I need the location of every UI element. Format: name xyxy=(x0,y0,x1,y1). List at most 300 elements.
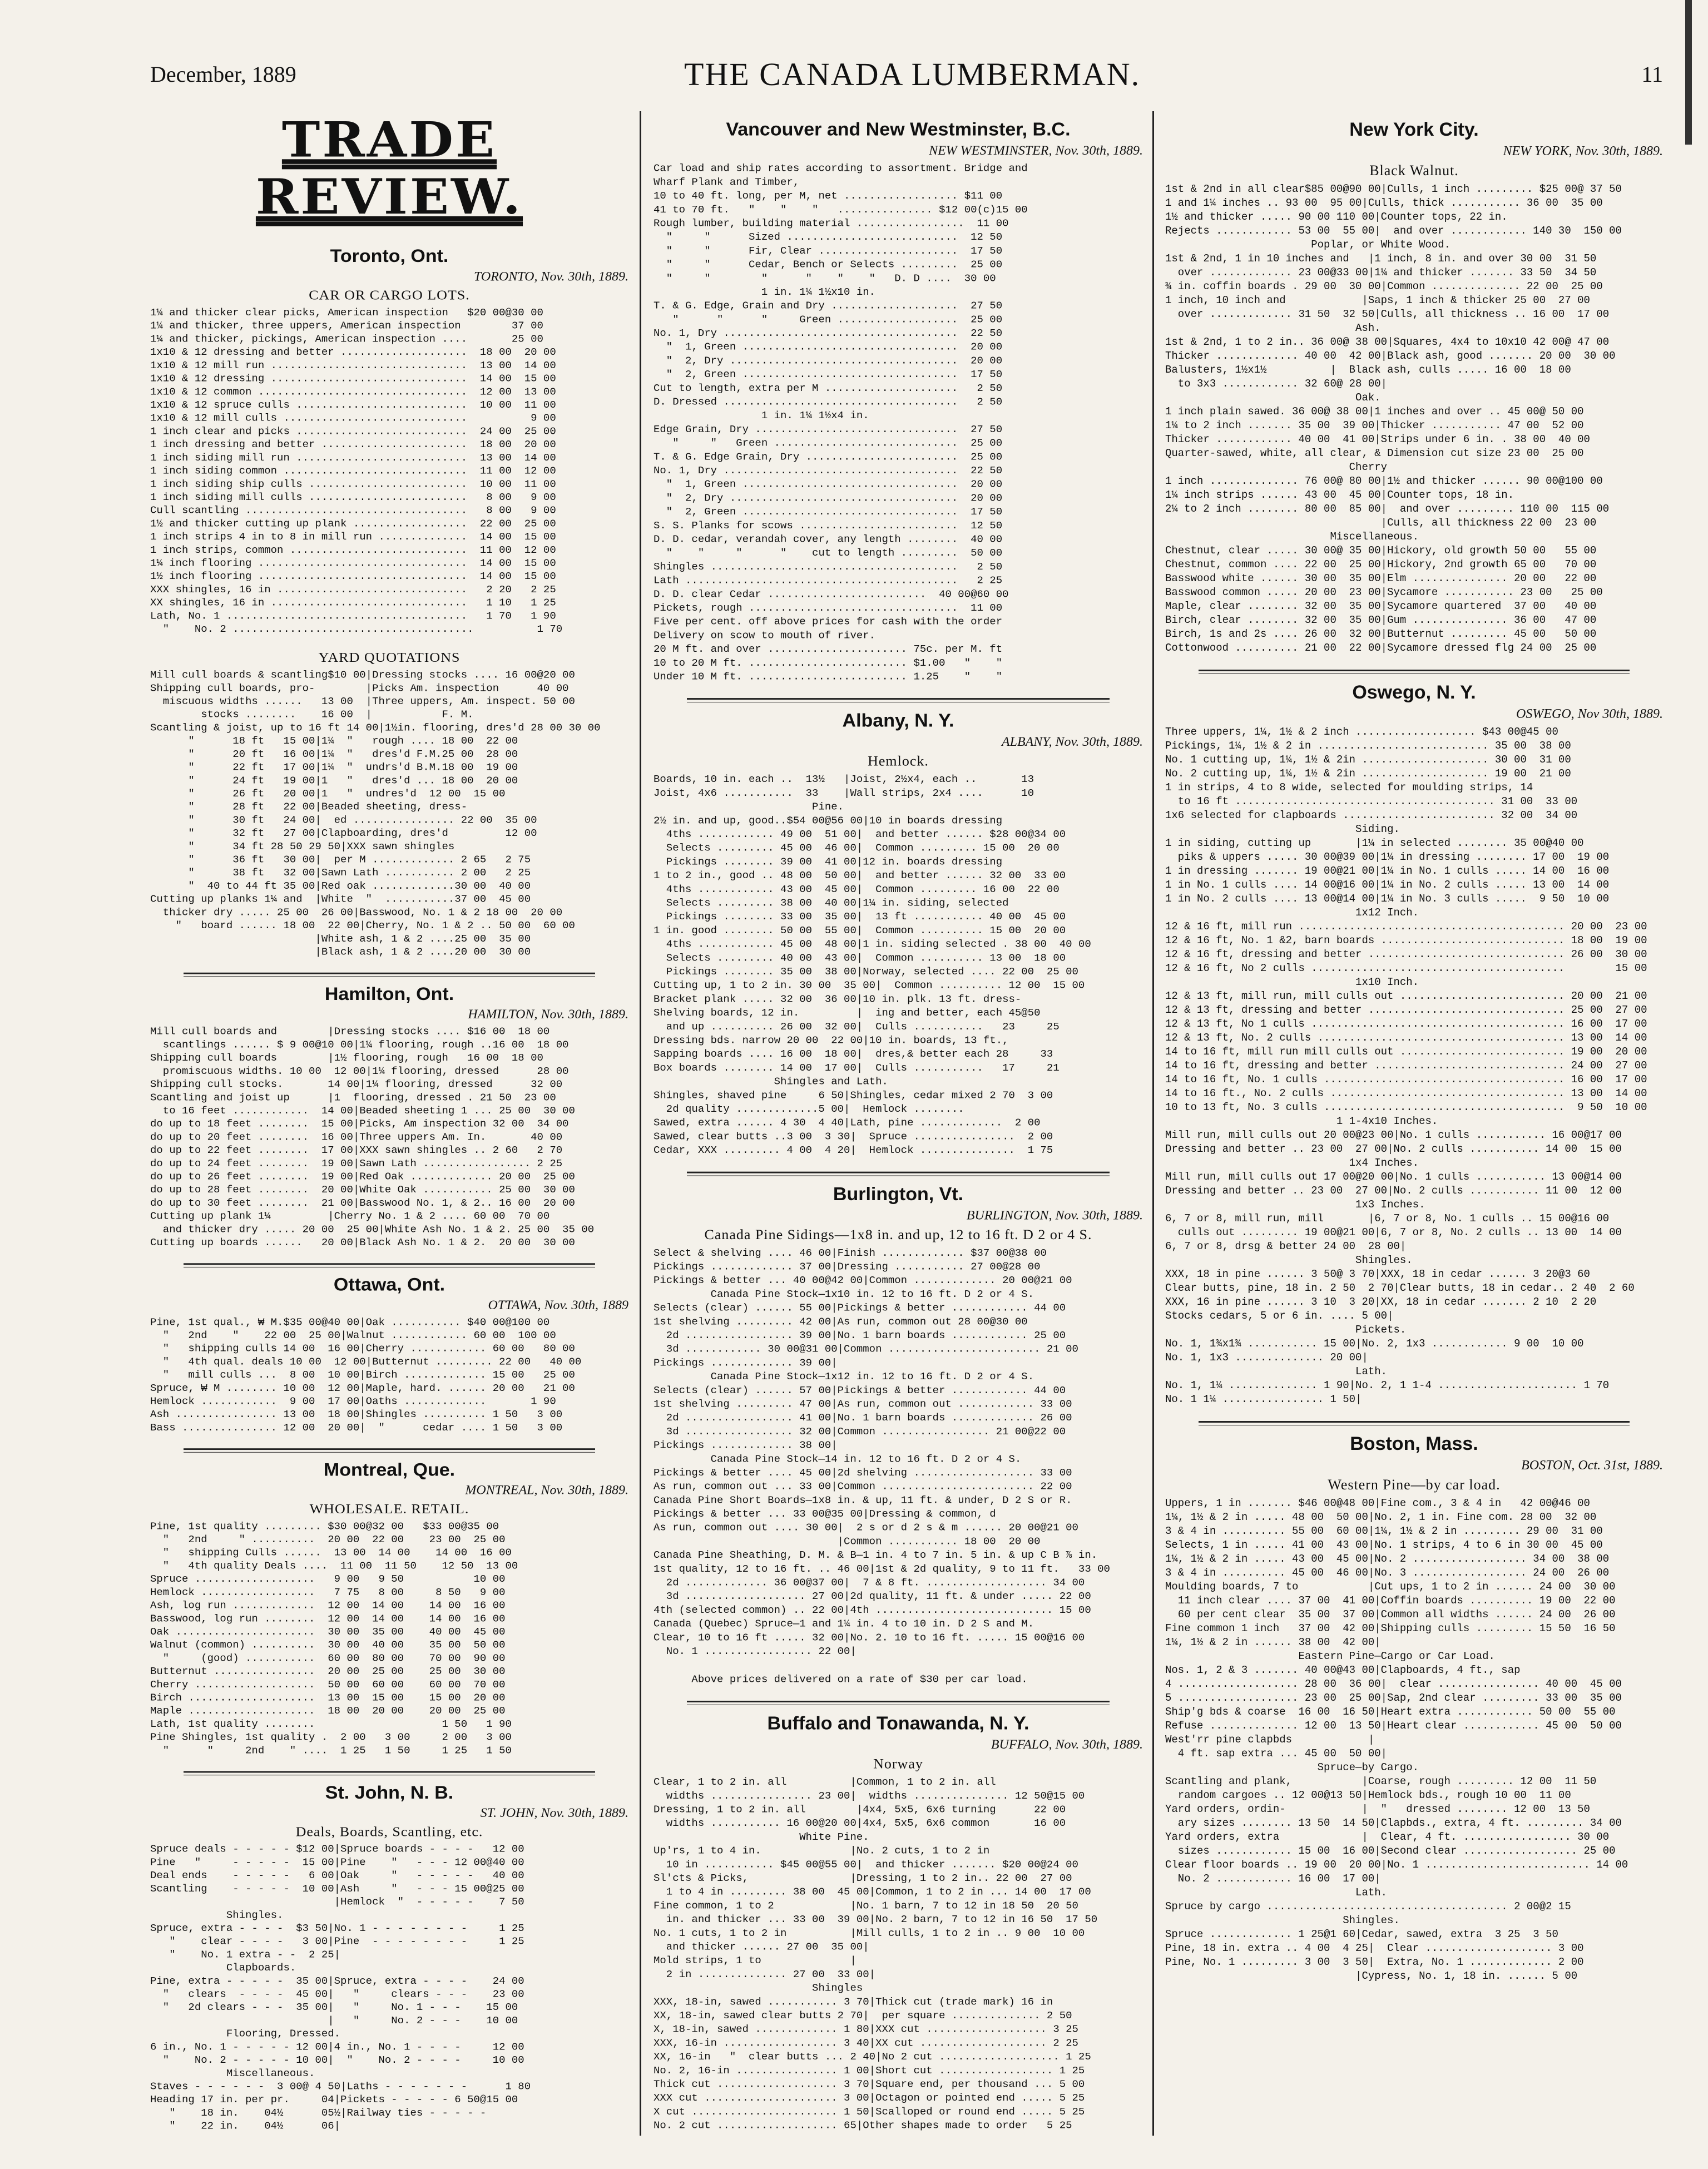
price-line: 1 to 4 in ......... 38 00 45 00|Common, 1 to 2 in ... 14 00 17 00 xyxy=(654,1885,1091,1898)
price-line: " " " " cut to length ......... 50 00 xyxy=(654,547,1003,559)
section-title: Vancouver and New Westminster, B.C. xyxy=(726,118,1071,140)
page-number: 11 xyxy=(1641,62,1663,87)
price-line: Mill cull boards & scantling$10 00|Dressing stocks .... 16 00@20 00 xyxy=(150,669,575,681)
price-line: 1¼, 1½ & 2 in ..... 48 00 50 00|No. 2, 1 in. Fine com. 28 00 32 00 xyxy=(1165,1511,1597,1523)
price-line: 2d quality .............5 00| Hemlock ........ xyxy=(654,1103,964,1115)
price-line: 1 inch siding mill run ........................... 13 00 14 00 xyxy=(150,452,556,464)
running-head xyxy=(150,56,1663,100)
price-line: widths ........... 16 00@20 00|4x4, 5x5, 6x6 common 16 00 xyxy=(654,1817,1066,1830)
price-line: culls out ......... 19 00@21 00|6, 7 or 8, No. 2 culls .. 13 00 14 00 xyxy=(1165,1226,1622,1239)
price-line: Five per cent. off above prices for cash with the order xyxy=(654,615,1003,628)
price-line: Canada Pine Stock—1x10 in. 12 to 16 ft. D 2 or 4 S. xyxy=(654,1288,1034,1300)
price-line: " 4th quality Deals .... 11 00 11 50 12 50 13 00 xyxy=(150,1560,518,1572)
price-line: Lath. xyxy=(1165,1886,1388,1899)
price-line: No. 2 ............ 16 00 17 00| xyxy=(1165,1873,1381,1885)
price-line: 1 in. good ........ 50 00 55 00| Common .......... 15 00 20 00 xyxy=(654,924,1066,937)
section-dateline: MONTREAL, Nov. 30th, 1889. xyxy=(465,1483,628,1498)
section-title: Burlington, Vt. xyxy=(833,1183,964,1205)
price-line: Canada Pine Stock—14 in. 12 to 16 ft. D 2 or 4 S. xyxy=(654,1453,1022,1465)
section-title: Hamilton, Ont. xyxy=(324,984,454,1004)
price-line: XXX, 18-in, sawed ........... 3 70|Thick cut (trade mark) 16 in xyxy=(654,1995,1053,2008)
price-line: do up to 22 feet ........ 17 00|XXX sawn shingles .. 2 60 2 70 xyxy=(150,1144,563,1156)
price-line: " 22 ft 17 00|1¼ " undrs'd B.M.18 00 19 00 xyxy=(150,761,518,774)
price-line: 1x10 Inch. xyxy=(1165,976,1419,988)
price-line: 1st & 2nd, 1 to 2 in.. 36 00@ 38 00|Squares, 4x4 to 10x10 42 00@ 47 00 xyxy=(1165,336,1610,348)
price-line: 4 ft. sap extra ... 45 00 50 00| xyxy=(1165,1747,1388,1760)
price-line: Selects (clear) ...... 55 00|Pickings & better ............ 44 00 xyxy=(654,1301,1066,1314)
price-line: " " Green ............................. 25 00 xyxy=(654,437,1003,449)
price-line: Pine, extra - - - - - 35 00|Spruce, extra - - - - 24 00 xyxy=(150,1975,524,1987)
price-line: Car load and ship rates according to assortment. Bridge and xyxy=(654,162,1028,175)
price-line: " 20 ft 16 00|1¼ " dres'd F.M.25 00 28 00 xyxy=(150,748,518,760)
price-line: Scantling and joist up |1 flooring, dressed . 21 50 23 00 xyxy=(150,1092,556,1103)
price-line: stocks ........ 16 00 | F. M. xyxy=(150,709,474,721)
price-line: Yard orders, extra | Clear, 4 ft. ................. 30 00 xyxy=(1165,1831,1610,1843)
price-line: Dressing, 1 to 2 in. all |4x4, 5x5, 6x6 turning 22 00 xyxy=(654,1803,1066,1816)
price-line: 1 inch siding ship culls ......................... 10 00 11 00 xyxy=(150,478,556,490)
price-line: 1x10 & 12 spruce culls ........................... 10 00 11 00 xyxy=(150,399,556,411)
price-line: Canada Pine Stock—1x12 in. 12 to 16 ft. D 2 or 4 S. xyxy=(654,1370,1034,1383)
section-divider xyxy=(687,1172,1110,1176)
market-section xyxy=(1165,670,1663,1407)
price-line: Bracket plank ..... 32 00 36 00|10 in. plk. 13 ft. dress- xyxy=(654,993,1022,1006)
price-line: 1½ and thicker ..... 90 00 110 00|Counter tops, 22 in. xyxy=(1165,211,1508,223)
market-section xyxy=(1165,1421,1663,1983)
market-section xyxy=(150,246,628,636)
section-title: Oswego, N. Y. xyxy=(1352,682,1476,703)
price-line: " clear - - - - 3 00|Pine - - - - - - - - 1 25 xyxy=(150,1935,524,1948)
price-line: Staves - - - - - - 3 00@ 4 50|Laths - - - - - - - 1 80 xyxy=(150,2081,531,2093)
price-line: 1 inch dressing and better ....................... 18 00 20 00 xyxy=(150,438,556,450)
price-line: Lath, No. 1 ...................................... 1 70 1 90 xyxy=(150,610,556,622)
price-line: " 30 ft 24 00| ed ................ 22 00 35 00 xyxy=(150,814,537,826)
column-1 xyxy=(150,111,628,2147)
section-dateline: TORONTO, Nov. 30th, 1889. xyxy=(473,270,628,284)
price-line: " 2, Dry .................................... 20 00 xyxy=(654,492,1003,504)
section-divider xyxy=(184,1771,595,1776)
price-line: 1¼ and thicker clear picks, American inspection $20 00@30 00 xyxy=(150,306,543,319)
price-line: XXX, 16-in .................. 3 40|XX cut .................... 2 25 xyxy=(654,2037,1078,2049)
price-line: Cottonwood .......... 21 00 22 00|Sycamore dressed flg 24 00 25 00 xyxy=(1165,642,1597,654)
price-line: Spruce ................... 9 00 9 50 10 00 xyxy=(150,1573,506,1585)
price-line: Flooring, Dressed. xyxy=(150,2028,341,2040)
price-line: Pickings, 1¼, 1½ & 2 in ........................... 35 00 38 00 xyxy=(1165,740,1571,752)
price-line: Wharf Plank and Timber, xyxy=(654,176,800,189)
price-line: Pickings ........ 33 00 35 00| 13 ft ........... 40 00 45 00 xyxy=(654,910,1066,923)
price-line: X, 18-in, sawed ............. 1 80|XXX cut ................... 3 25 xyxy=(654,2023,1078,2036)
price-line: 1¼, 1½ & 2 in ...... 38 00 42 00| xyxy=(1165,1636,1381,1648)
column-rule xyxy=(640,111,641,2136)
price-line: Shingles. xyxy=(1165,1254,1413,1266)
price-line: Pine, 1st qual., ₩ M.$35 00@40 00|Oak ........... $40 00@100 00 xyxy=(150,1316,550,1328)
price-line: 11 inch clear .... 37 00 41 00|Coffin boards .......... 19 00 22 00 xyxy=(1165,1594,1616,1607)
price-line: Birch, 1s and 2s .... 26 00 32 00|Butternut ......... 45 00 50 00 xyxy=(1165,628,1597,640)
price-line: T. & G. Edge Grain, Dry ........................ 25 00 xyxy=(654,450,1003,463)
price-line: 12 & 13 ft, mill run, mill culls out .......................... 20 00 21 00 xyxy=(1165,990,1647,1002)
price-line: in. and thicker ... 33 00 39 00|No. 2 barn, 7 to 12 in 16 50 17 50 xyxy=(654,1913,1098,1926)
price-line: " " Fir, Clear ...................... 17 50 xyxy=(654,245,1003,257)
price-line: Lath ........................................... 2 25 xyxy=(654,574,1003,587)
price-line: over ............. 31 50 32 50|Culls, all thickness .. 16 00 17 00 xyxy=(1165,308,1610,320)
price-line: 4 ................... 28 00 36 00| clear ................ 40 00 45 00 xyxy=(1165,1678,1622,1690)
price-line: promiscuous widths. 10 00 12 00|1¼ flooring, dressed 28 00 xyxy=(150,1065,569,1077)
price-line: " 32 ft 27 00|Clapboarding, dres'd 12 00 xyxy=(150,827,537,839)
price-line: 1 in. 1¼ 1½x10 in. xyxy=(654,286,876,298)
price-line: T. & G. Edge, Grain and Dry .................... 27 50 xyxy=(654,299,1003,312)
price-line: ary sizes ........ 13 50 14 50|Clapbds., extra, 4 ft. ......... 34 00 xyxy=(1165,1817,1622,1829)
price-line: Stocks cedars, 5 or 6 in. .... 5 00| xyxy=(1165,1310,1394,1322)
price-line: Hemlock .................. 7 75 8 00 8 50 9 00 xyxy=(150,1586,506,1598)
price-line: Yard orders, ordin- | " dressed ........ 12 00 13 50 xyxy=(1165,1803,1590,1815)
price-line: No. 1 ................. 22 00| xyxy=(654,1645,857,1657)
price-line: Clear butts, pine, 18 in. 2 50 2 70|Clear butts, 18 in cedar.. 2 40 2 60 xyxy=(1165,1282,1635,1294)
price-line: 4ths ............ 49 00 51 00| and better ...... $28 00@34 00 xyxy=(654,828,1066,840)
price-line: " " Sized ........................... 12 50 xyxy=(654,231,1003,244)
price-line: X cut ....................... 1 50|Scalloped or round end ..... 5 25 xyxy=(654,2106,1085,2118)
section-title: St. John, N. B. xyxy=(325,1782,454,1803)
column-3-body xyxy=(1165,119,1663,1983)
price-line: 1 in. 1¼ 1½x4 in. xyxy=(654,409,869,422)
price-line: do up to 28 feet ........ 20 00|White Oak ........... 25 00 30 00 xyxy=(150,1184,575,1196)
price-line: to 16 feet ............ 14 00|Beaded sheeting 1 ... 25 00 30 00 xyxy=(150,1105,575,1117)
price-line: No. 2 cut ................... 65|Other shapes made to order 5 25 xyxy=(654,2119,1072,2132)
section-divider xyxy=(687,1701,1110,1705)
price-line: |Cypress, No. 1, 18 in. ...... 5 00 xyxy=(1165,1970,1578,1982)
price-line: Delivery on scow to mouth of river. xyxy=(654,629,876,642)
price-line: Eastern Pine—Cargo or Car Load. xyxy=(1165,1650,1495,1662)
price-line: XXX cut ..................... 3 00|Octagon or pointed end ..... 5 25 xyxy=(654,2092,1085,2104)
market-section xyxy=(150,973,628,1250)
price-line: 12 & 13 ft, No 1 culls ........................................ 16 00 17 00 xyxy=(1165,1018,1647,1030)
price-line: " 26 ft 20 00|1 " undres'd 12 00 15 00 xyxy=(150,788,506,800)
price-line: Ash, log run ............. 12 00 14 00 14 00 16 00 xyxy=(150,1599,506,1612)
section-title: Ottawa, Ont. xyxy=(333,1275,445,1295)
price-line: 1¼ and thicker, three uppers, American inspection 37 00 xyxy=(150,320,543,332)
section-subtitle: Hemlock. xyxy=(868,752,929,769)
price-line: " board ...... 18 00 22 00|Cherry, No. 1 & 2 .. 50 00 60 00 xyxy=(150,919,575,932)
price-line: Select & shelving .... 46 00|Finish ............. $37 00@38 00 xyxy=(654,1246,1047,1259)
price-line: Selects ......... 38 00 40 00|1¼ in. siding, selected xyxy=(654,897,1009,909)
price-line: D. Dressed ..................................... 2 50 xyxy=(654,395,1003,408)
price-line: 1 inch plain sawed. 36 00@ 38 00|1 inches and over .. 45 00@ 50 00 xyxy=(1165,405,1584,418)
price-line: Thick cut ................... 3 70|Square end, per thousand ... 5 00 xyxy=(654,2078,1085,2091)
price-line: No. 1, 1x3 .............. 20 00| xyxy=(1165,1351,1368,1364)
column-2 xyxy=(654,111,1143,2147)
price-line: Pickings & better ... 40 00@42 00|Common ............. 20 00@21 00 xyxy=(654,1274,1072,1287)
price-line: 4ths ............ 45 00 48 00|1 in. siding selected . 38 00 40 00 xyxy=(654,938,1091,950)
section-dateline: HAMILTON, Nov. 30th, 1889. xyxy=(468,1008,628,1022)
price-line: " 28 ft 22 00|Beaded sheeting, dress- xyxy=(150,801,468,813)
price-line: No. 1, Dry ..................................... 22 50 xyxy=(654,464,1003,477)
price-line: 1st & 2nd in all clear$85 00@90 00|Culls, 1 inch ......... $25 00@ 37 50 xyxy=(1165,183,1622,195)
price-line: Refuse .............. 12 00 13 50|Heart clear ............ 45 00 50 00 xyxy=(1165,1720,1622,1732)
price-line: 1 to 2 in., good .. 48 00 50 00| and better ...... 32 00 33 00 xyxy=(654,869,1066,882)
price-line: " 1, Green .................................. 20 00 xyxy=(654,478,1003,491)
price-line: Cutting up, 1 to 2 in. 30 00 35 00| Common .......... 12 00 15 00 xyxy=(654,979,1085,992)
price-line: Cutting up planks 1¼ and |White " ...........37 00 45 00 xyxy=(150,893,531,905)
section-subtitle: WHOLESALE. RETAIL. xyxy=(309,1501,469,1517)
price-line: " 2nd " 22 00 25 00|Walnut ............ 60 00 100 00 xyxy=(150,1329,556,1341)
price-line: " No. 2 ...................................... 1 70 xyxy=(150,623,563,635)
price-line: Chestnut, clear ..... 30 00@ 35 00|Hickory, old growth 50 00 55 00 xyxy=(1165,544,1597,557)
price-line: 3 & 4 in .......... 55 00 60 00|1¼, 1½ & 2 in ......... 29 00 31 00 xyxy=(1165,1525,1603,1537)
column-3 xyxy=(1165,111,1663,1998)
section-subtitle: CAR OR CARGO LOTS. xyxy=(309,287,470,303)
price-line: 1 in No. 2 culls .... 13 00@14 00|1¼ in No. 3 culls ..... 9 50 10 00 xyxy=(1165,893,1610,905)
price-line: do up to 26 feet ........ 19 00|Red Oak ............. 20 00 25 00 xyxy=(150,1171,575,1183)
price-line: 10 to 40 ft. long, per M, net .................. $11 00 xyxy=(654,190,1003,202)
price-line: Shingles ....................................... 2 50 xyxy=(654,561,1003,573)
price-line: Up'rs, 1 to 4 in. |No. 2 cuts, 1 to 2 in xyxy=(654,1844,990,1857)
price-line: 1½ inch flooring ................................. 14 00 15 00 xyxy=(150,571,556,582)
market-section xyxy=(654,698,1143,1157)
price-line: Dressing and better .. 23 00 27 00|No. 2 culls ........... 11 00 12 00 xyxy=(1165,1185,1622,1197)
section-dateline: NEW WESTMINSTER, Nov. 30th, 1889. xyxy=(929,143,1143,158)
price-line: 41 to 70 ft. " " " ............... $12 00(c)15 00 xyxy=(654,203,1028,216)
price-line: Pine " - - - - - 15 00|Pine " - - - 12 00@40 00 xyxy=(150,1856,524,1869)
section-subtitle: YARD QUOTATIONS xyxy=(318,650,461,665)
price-line: Shipping cull stocks. 14 00|1¼ flooring, dressed 32 00 xyxy=(150,1078,563,1091)
price-line: Cull scantling ................................... 8 00 9 00 xyxy=(150,504,556,517)
price-line: " No. 1 extra - - 2 25| xyxy=(150,1949,341,1961)
price-line: " 2, Dry .................................... 20 00 xyxy=(654,354,1003,367)
price-line: Scantling & joist, up to 16 ft 14 00|1½in. flooring, dres'd 28 00 30 00 xyxy=(150,722,601,734)
price-line: 1x10 & 12 dressing and better .................... 18 00 20 00 xyxy=(150,346,556,358)
price-line: over ............. 23 00@33 00|1¼ and thicker ....... 33 50 34 50 xyxy=(1165,266,1597,279)
price-line: Pine. xyxy=(654,800,844,813)
price-line: XXX, 16 in pine ...... 3 10 3 20|XX, 18 in cedar ....... 2 10 2 20 xyxy=(1165,1296,1597,1308)
price-line: " (good) ........... 60 00 80 00 70 00 90 00 xyxy=(150,1652,506,1665)
price-line: Miscellaneous. xyxy=(1165,531,1419,543)
price-line: " clears - - - - 45 00| " clears - - - 23 00 xyxy=(150,1988,524,2000)
price-line: Shipping cull boards |1½ flooring, rough 16 00 18 00 xyxy=(150,1052,543,1064)
price-line: Clapboards. xyxy=(150,1962,296,1974)
price-line: Cutting up boards ...... 20 00|Black Ash No. 1 & 2. 20 00 30 00 xyxy=(150,1236,575,1249)
price-line: Pine Shingles, 1st quality . 2 00 3 00 2 00 3 00 xyxy=(150,1731,512,1744)
price-line: No. 2, 16-in ................ 1 00|Short cut .................. 1 25 xyxy=(654,2064,1085,2077)
price-line: 1 1-4x10 Inches. xyxy=(1165,1115,1438,1127)
price-line: Pickings ............. 38 00| xyxy=(654,1439,838,1452)
price-line: 60 per cent clear 35 00 37 00|Common all widths ...... 24 00 26 00 xyxy=(1165,1608,1616,1621)
price-line: XXX shingles, 16 in .............................. 2 20 2 25 xyxy=(150,583,556,596)
price-line: No. 1 cutting up, 1¼, 1½ & 2in .................... 30 00 31 00 xyxy=(1165,754,1571,766)
price-line: 2 in .............. 27 00 33 00| xyxy=(654,1968,876,1980)
price-line: Clear, 1 to 2 in. all |Common, 1 to 2 in. all xyxy=(654,1776,996,1789)
price-line: 1¼ inch strips ...... 43 00 45 00|Counter tops, 18 in. xyxy=(1165,489,1514,501)
price-line: Selects ......... 40 00 43 00| Common .......... 13 00 18 00 xyxy=(654,952,1066,964)
price-line: piks & uppers ..... 30 00@39 00|1¼ in dressing ........ 17 00 19 00 xyxy=(1165,851,1610,863)
price-line: 1x6 selected for clapboards ........................ 32 00 34 00 xyxy=(1165,809,1578,821)
price-line: " 2d clears - - - 35 00| " No. 1 - - - 15 00 xyxy=(150,2002,518,2013)
price-line: Maple, clear ........ 32 00 35 00|Sycamore quartered 37 00 40 00 xyxy=(1165,600,1597,612)
price-line: Selects ......... 45 00 46 00| Common ......... 15 00 20 00 xyxy=(654,841,1060,854)
section-divider xyxy=(184,1263,595,1267)
price-line: |White ash, 1 & 2 ....25 00 35 00 xyxy=(150,933,531,945)
section-title: Albany, N. Y. xyxy=(842,710,954,731)
price-line: " " " " " " D. D .... 30 00 xyxy=(654,272,996,285)
price-line: Scantling - - - - - 10 00|Ash " - - - 15 00@25 00 xyxy=(150,1883,524,1895)
section-dateline: BURLINGTON, Nov. 30th, 1889. xyxy=(966,1208,1143,1223)
price-line: Ship'g bds & coarse 16 00 16 50|Heart extra ............ 50 00 55 00 xyxy=(1165,1706,1616,1718)
price-line: Mill run, mill culls out 17 00@20 00|No. 1 culls ........... 13 00@14 00 xyxy=(1165,1171,1622,1183)
price-line: 1¼, 1½ & 2 in ..... 43 00 45 00|No. 2 .................. 34 00 38 00 xyxy=(1165,1553,1610,1565)
market-section xyxy=(150,1263,628,1434)
issue-date: December, 1889 xyxy=(150,62,296,87)
price-line: 3d ............ 30 00@31 00|Common ........................ 21 00 xyxy=(654,1343,1078,1355)
price-line: 12 & 16 ft, dressing and better ............................... 26 00 30 00 xyxy=(1165,948,1647,960)
price-line: 1st shelving ......... 47 00|As run, common out ............ 33 00 xyxy=(654,1398,1072,1410)
price-line: " 24 ft 19 00|1 " dres'd ... 18 00 20 00 xyxy=(150,775,518,786)
price-line: " 2, Green .................................. 17 50 xyxy=(654,368,1003,381)
price-line: Nos. 1, 2 & 3 ....... 40 00@43 00|Clapboards, 4 ft., sap xyxy=(1165,1664,1521,1676)
price-line: 1¼ and thicker, pickings, American inspection .... 25 00 xyxy=(150,333,543,345)
price-line: Pickings ............. 37 00|Dressing ........... 27 00@28 00 xyxy=(654,1260,1041,1273)
price-line: No. 1, 1¼ .............. 1 90|No. 2, 1 1-4 ...................... 1 70 xyxy=(1165,1379,1610,1391)
price-line: 1 inch .............. 76 00@ 80 00|1½ and thicker ...... 90 00@100 00 xyxy=(1165,475,1603,487)
price-line: As run, common out .... 30 00| 2 s or d 2 s & m ...... 20 00@21 00 xyxy=(654,1521,1078,1534)
price-line: 1 inch siding mill culls ......................... 8 00 9 00 xyxy=(150,491,556,503)
price-line: West'rr pine clapbds | xyxy=(1165,1734,1375,1746)
section-divider xyxy=(687,698,1110,702)
price-line: 1¼ inch flooring ................................. 14 00 15 00 xyxy=(150,557,556,570)
section-title: New York City. xyxy=(1349,119,1479,140)
price-line: 1½ and thicker cutting up plank .................. 22 00 25 00 xyxy=(150,518,556,530)
price-line: 2½ in. and up, good..$54 00@56 00|10 in boards dressing xyxy=(654,814,1003,827)
column-rule xyxy=(1152,111,1154,2136)
price-line: 4ths ............ 43 00 45 00| Common ......... 16 00 22 00 xyxy=(654,883,1060,895)
price-line: Cherry xyxy=(1165,461,1388,473)
publication-title: THE CANADA LUMBERMAN. xyxy=(684,56,1141,92)
price-line: No. 1 cuts, 1 to 2 in |Mill culls, 1 to 2 in .. 9 00 10 00 xyxy=(654,1927,1085,1939)
price-line: Lath. xyxy=(1165,1365,1388,1378)
price-line: Rough lumber, building material ................. 11 00 xyxy=(654,217,1009,230)
section-subtitle: Canada Pine Sidings—1x8 in. and up, 12 to 16 ft. D 2 or 4 S. xyxy=(704,1226,1092,1243)
price-line: Edge Grain, Dry ................................ 27 50 xyxy=(654,423,1003,435)
price-line: Birch .................... 13 00 15 00 15 00 20 00 xyxy=(150,1692,506,1704)
price-line: and thicker ...... 27 00 35 00| xyxy=(654,1940,869,1953)
price-line: 1 in strips, 4 to 8 wide, selected for moulding strips, 14 xyxy=(1165,781,1533,794)
price-line: No. 1, Dry ..................................... 22 50 xyxy=(654,327,1003,339)
price-line: " shipping Culls ...... 13 00 14 00 14 00 16 00 xyxy=(150,1547,512,1559)
price-line: Mill run, mill culls out 20 00@23 00|No. 1 culls ........... 16 00@17 00 xyxy=(1165,1129,1622,1141)
market-section xyxy=(654,1701,1143,2132)
price-line: Miscellaneous. xyxy=(150,2067,315,2079)
price-line: 3d ................... 27 00|2d quality, 11 ft. & under ..... 22 00 xyxy=(654,1590,1091,1603)
price-line: Shingles xyxy=(654,1982,863,1994)
binding-edge xyxy=(1685,0,1692,145)
price-line: Fine common, 1 to 2 |No. 1 barn, 7 to 12 in 18 50 20 50 xyxy=(654,1899,1078,1912)
price-line: Shipping cull boards, pro- |Picks Am. inspection 40 00 xyxy=(150,682,569,694)
price-line: Oak ...................... 30 00 35 00 40 00 45 00 xyxy=(150,1626,506,1638)
price-line: 1 in dressing ....... 19 00@21 00|1¼ in No. 1 culls ..... 14 00 16 00 xyxy=(1165,865,1610,877)
price-line: 2d ................. 41 00|No. 1 barn boards ............. 26 00 xyxy=(654,1412,1072,1424)
price-line: 1 inch, 10 inch and |Saps, 1 inch & thicker 25 00 27 00 xyxy=(1165,294,1590,306)
price-line: 1st & 2nd, 1 in 10 inches and |1 inch, 8 in. and over 30 00 31 50 xyxy=(1165,252,1597,265)
price-line: 1 inch strips 4 in to 8 in mill run .............. 14 00 15 00 xyxy=(150,531,556,543)
price-line: |Black ash, 1 & 2 ....20 00 30 00 xyxy=(150,946,531,958)
section-divider xyxy=(1199,1421,1630,1425)
price-line: Siding. xyxy=(1165,823,1400,835)
price-line: 1x3 Inches. xyxy=(1165,1199,1425,1211)
price-line: 1¼ to 2 inch ....... 35 00 39 00|Thicker ........... 47 00 52 00 xyxy=(1165,419,1584,432)
column-1-body xyxy=(150,246,628,2133)
price-line: 2d ............. 36 00@37 00| 7 & 8 ft. ................... 34 00 xyxy=(654,1576,1085,1589)
price-line: Pickings & better ... 33 00@35 00|Dressing & common, d xyxy=(654,1508,996,1520)
price-line: 14 to 16 ft, dressing and better .............................. 24 00 27 00 xyxy=(1165,1059,1647,1072)
price-line: to 16 ft ......................................... 31 00 33 00 xyxy=(1165,795,1578,808)
price-line: 14 to 16 ft., No. 2 culls ..................................... 13 00 14 00 xyxy=(1165,1087,1647,1100)
section-dateline: OSWEGO, Nov 30th, 1889. xyxy=(1516,707,1663,721)
price-line: Maple .................... 18 00 20 00 20 00 25 00 xyxy=(150,1705,506,1717)
price-line: Shingles, shaved pine 6 50|Shingles, cedar mixed 2 70 3 00 xyxy=(654,1089,1053,1102)
price-line: Birch, clear ........ 32 00 35 00|Gum ............... 36 00 47 00 xyxy=(1165,614,1597,626)
price-line: Mold strips, 1 to | xyxy=(654,1954,857,1967)
price-line: Poplar, or White Wood. xyxy=(1165,239,1451,251)
price-line: Sawed, extra ...... 4 30 4 40|Lath, pine ............. 2 00 xyxy=(654,1116,1041,1129)
price-line: Thicker ............ 40 00 41 00|Strips under 6 in. . 38 00 40 00 xyxy=(1165,433,1590,445)
price-line: 1 inch clear and picks ........................... 24 00 25 00 xyxy=(150,425,556,438)
price-line: 6, 7 or 8, drsg & better 24 00 28 00| xyxy=(1165,1240,1407,1252)
section-title: Buffalo and Tonawanda, N. Y. xyxy=(767,1712,1029,1734)
price-line: 2¼ to 2 inch ........ 80 00 85 00| and over ......... 110 00 115 00 xyxy=(1165,503,1610,515)
price-line: widths ................ 23 00| widths ............... 12 50@15 00 xyxy=(654,1790,1085,1802)
price-line: " " Cedar, Bench or Selects ......... 25 00 xyxy=(654,258,1003,271)
price-line: Sawed, clear butts ..3 00 3 30| Spruce ................ 2 00 xyxy=(654,1130,1053,1143)
price-line: Pickets, rough ................................. 11 00 xyxy=(654,602,1003,614)
price-line: 10 to 13 ft, No. 3 culls ...................................... 9 50 10 00 xyxy=(1165,1101,1647,1113)
price-line: XXX, 18 in pine ...... 3 50@ 3 70|XXX, 18 in cedar ...... 3 20@3 60 xyxy=(1165,1268,1590,1280)
price-line: Cut to length, extra per M ..................... 2 50 xyxy=(654,382,1003,394)
price-line: do up to 30 feet ........ 21 00|Basswood No. 1, & 2.. 16 00 20 00 xyxy=(150,1197,575,1209)
price-line: ¾ in. coffin boards . 29 00 30 00|Common .............. 22 00 25 00 xyxy=(1165,280,1603,293)
price-line: Bass ............... 12 00 20 00| " cedar .... 1 50 3 00 xyxy=(150,1422,563,1434)
price-line: 1x4 Inches. xyxy=(1165,1157,1419,1169)
price-line: Moulding boards, 7 to |Cut ups, 1 to 2 in ...... 24 00 30 00 xyxy=(1165,1581,1616,1593)
price-line: XX, 18-in, sawed clear butts 2 70| per square .............. 2 50 xyxy=(654,2009,1072,2022)
market-section xyxy=(150,650,628,959)
price-line: Spruce deals - - - - - $12 00|Spruce boards - - - - 12 00 xyxy=(150,1843,524,1855)
price-line: Pickings ........ 39 00 41 00|12 in. boards dressing xyxy=(654,855,1003,868)
price-line: Basswood common ..... 20 00 23 00|Sycamore ........... 23 00 25 00 xyxy=(1165,586,1603,598)
price-line: do up to 20 feet ........ 16 00|Three uppers Am. In. 40 00 xyxy=(150,1131,563,1143)
price-line: 10 to 20 M ft. ......................... $1.00 " " xyxy=(654,656,1003,669)
price-line: Sapping boards .... 16 00 18 00| dres,& better each 28 33 xyxy=(654,1048,1053,1061)
price-line: " 36 ft 30 00| per M ............. 2 65 2 75 xyxy=(150,854,531,866)
price-line: No. 1 1¼ ................ 1 50| xyxy=(1165,1393,1362,1405)
price-line: 14 to 16 ft, No. 1 culls ...................................... 16 00 17 00 xyxy=(1165,1073,1647,1086)
price-line: Shingles. xyxy=(1165,1914,1400,1927)
section-divider xyxy=(184,1448,595,1453)
section-dateline: ALBANY, Nov. 30th, 1889. xyxy=(1001,735,1143,749)
market-section xyxy=(150,1448,628,1757)
price-line: " 2, Green .................................. 17 50 xyxy=(654,506,1003,518)
price-line: " 38 ft 32 00|Sawn Lath ........... 2 00 2 25 xyxy=(150,867,531,879)
price-line: 1st quality, 12 to 16 ft. .. 46 00|1st & 2d quality, 9 to 11 ft. 33 00 xyxy=(654,1563,1110,1575)
section-subtitle: Deals, Boards, Scantling, etc. xyxy=(295,1824,483,1839)
price-line: Shingles. xyxy=(150,1909,284,1921)
price-line: and thicker dry ..... 20 00 25 00|White Ash No. 1 & 2. 25 00 35 00 xyxy=(150,1224,595,1236)
price-line: miscuous widths ...... 13 00 |Three uppers, Am. inspect. 50 00 xyxy=(150,695,575,707)
market-section xyxy=(654,1673,1143,1687)
price-line: D. D. clear Cedar ......................... 40 00@60 00 xyxy=(654,588,1009,601)
price-line: Boards, 10 in. each .. 13½ |Joist, 2½x4, each .. 13 xyxy=(654,773,1034,786)
price-line: Heading 17 in. per pr. 04|Pickets - - - - - 6 50@15 00 xyxy=(150,2094,518,2106)
price-line: Pickings ............. 39 00| xyxy=(654,1356,838,1369)
section-subtitle: Black Walnut. xyxy=(1369,162,1459,179)
price-line: 12 & 13 ft, dressing and better ............................... 25 00 27 00 xyxy=(1165,1004,1647,1016)
price-line: " 1, Green .................................. 20 00 xyxy=(654,340,1003,353)
price-line: 10 in ........... $45 00@55 00| and thicker ....... $20 00@24 00 xyxy=(654,1858,1078,1871)
